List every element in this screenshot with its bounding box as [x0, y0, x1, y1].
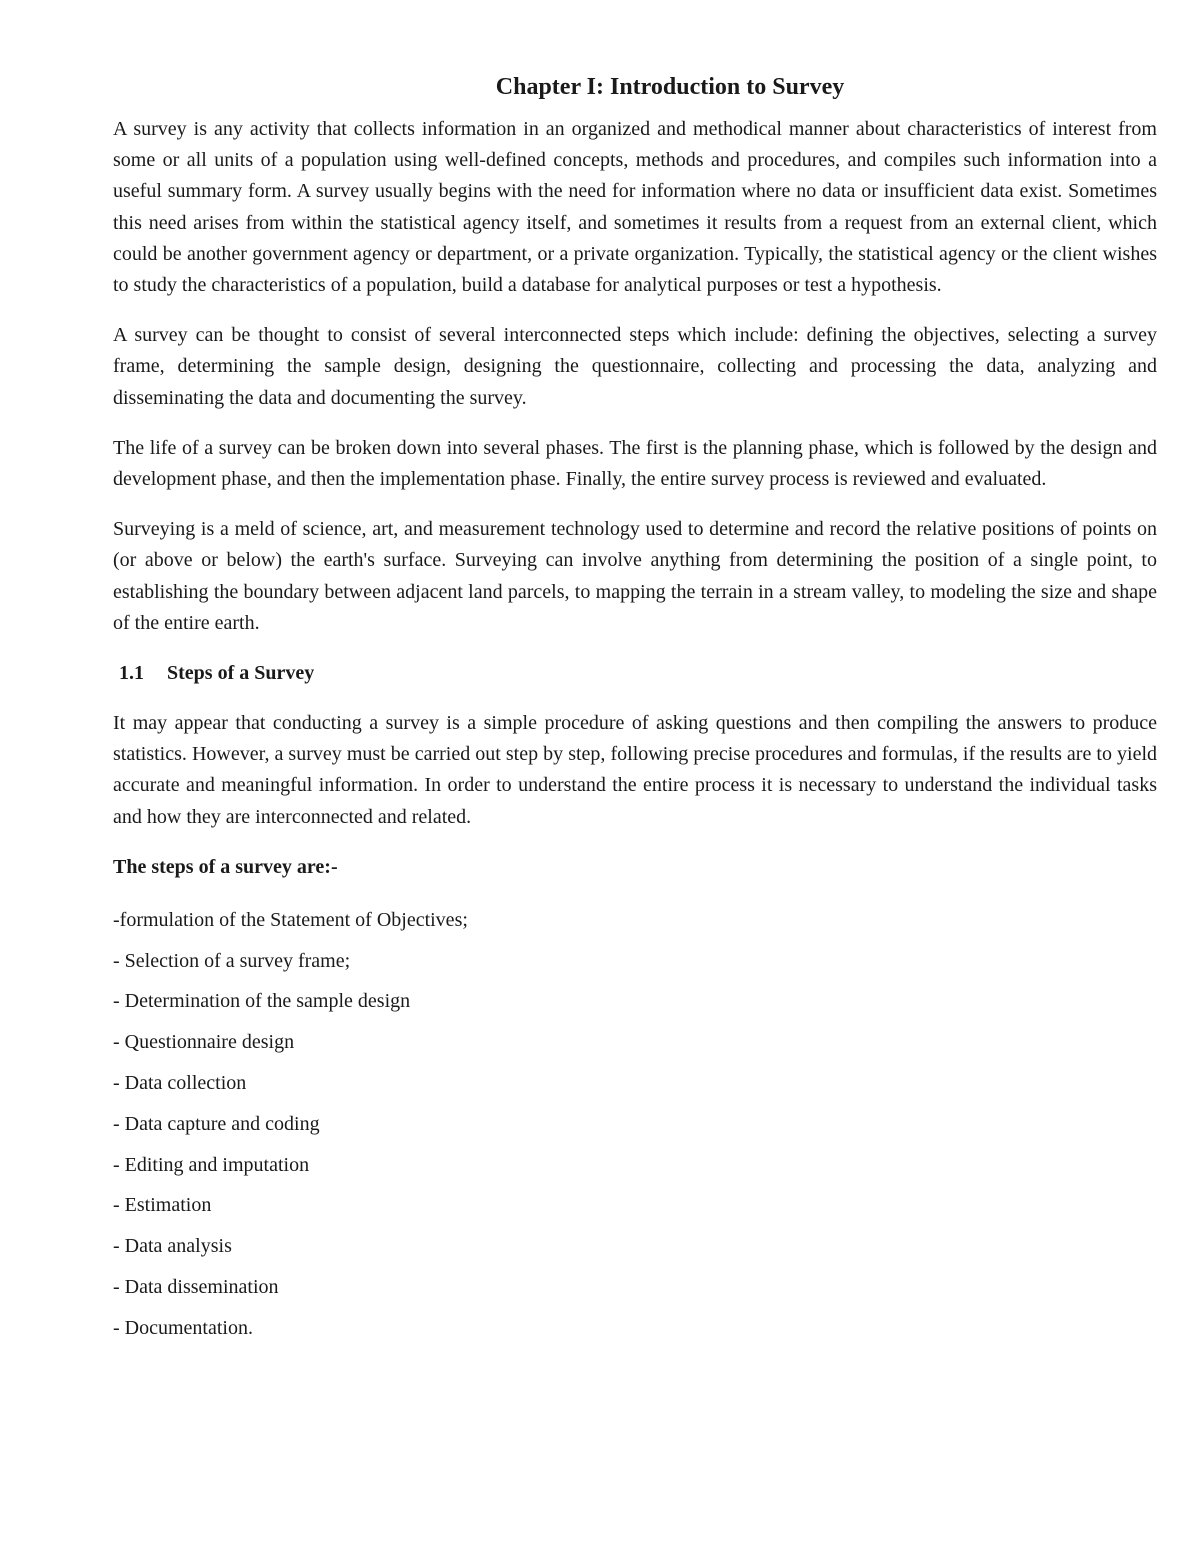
step-item: - Documentation. — [113, 1316, 253, 1339]
document-page — [113, 70, 1157, 1354]
intro-paragraph-4: Surveying is a meld of science, art, and measurement technology used to determine and record the relative positions of points on (or above or below) the earth's surface. Surveying can involve anything from determining the position of a single point, to establishing the boundary between adjacent land parcels, to mapping the terrain in a stream valley, to modeling the size and shape of the entire earth. — [113, 518, 1157, 634]
step-item: - Data capture and coding — [113, 1112, 320, 1135]
steps-heading: The steps of a survey are:- — [113, 855, 338, 878]
step-item: - Selection of a survey frame; — [113, 949, 351, 972]
step-item: - Data collection — [113, 1072, 247, 1095]
step-item: - Estimation — [113, 1194, 212, 1217]
intro-paragraph-1: A survey is any activity that collects information in an organized and methodical manner about characteristics of interest from some or all units of a population using well-defined concepts, methods and procedures, and compiles such information into a useful summary form. A survey usually begins with the need for information where no data or insufficient data exist. Sometimes this need arises from within the statistical agency itself, and sometimes it results from a request from an external client, which could be another government agency or department, or a private organization. Typically, the statistical agency or the client wishes to study the characteristics of a population, build a database for analytical purposes or test a hypothesis. — [113, 118, 1157, 297]
section-heading — [119, 658, 1157, 689]
intro-paragraph-2: A survey can be thought to consist of several interconnected steps which include: defining the objectives, selecting a survey frame, determining the sample design, designing the questionnaire, collecting and processing the data, analyzing and disseminating the data and documenting the survey. — [113, 324, 1157, 409]
step-item: - Determination of the sample design — [113, 990, 411, 1013]
step-item: - Data dissemination — [113, 1276, 279, 1299]
step-item: - Editing and imputation — [113, 1153, 310, 1176]
chapter-title: Chapter I: Introduction to Survey — [495, 74, 845, 100]
intro-paragraph-3: The life of a survey can be broken down into several phases. The first is the planning phase, which is followed by the design and development phase, and then the implementation phase. Finally, the entire survey process is reviewed and evaluated. — [113, 436, 1157, 491]
section-paragraph: It may appear that conducting a survey is a simple procedure of asking questions and then compiling the answers to produce statistics. However, a survey must be carried out step by step, following precise procedures and formulas, if the results are to yield accurate and meaningful information. In order to understand the entire process it is necessary to understand the individual tasks and how they are interconnected and related. — [113, 712, 1157, 828]
steps-list — [113, 905, 1157, 1343]
step-item: - Questionnaire design — [113, 1031, 295, 1054]
step-item: -formulation of the Statement of Objectives; — [113, 908, 468, 931]
section-title: Steps of a Survey — [167, 662, 315, 685]
step-item: - Data analysis — [113, 1235, 232, 1258]
section-number: 1.1 — [119, 662, 144, 685]
